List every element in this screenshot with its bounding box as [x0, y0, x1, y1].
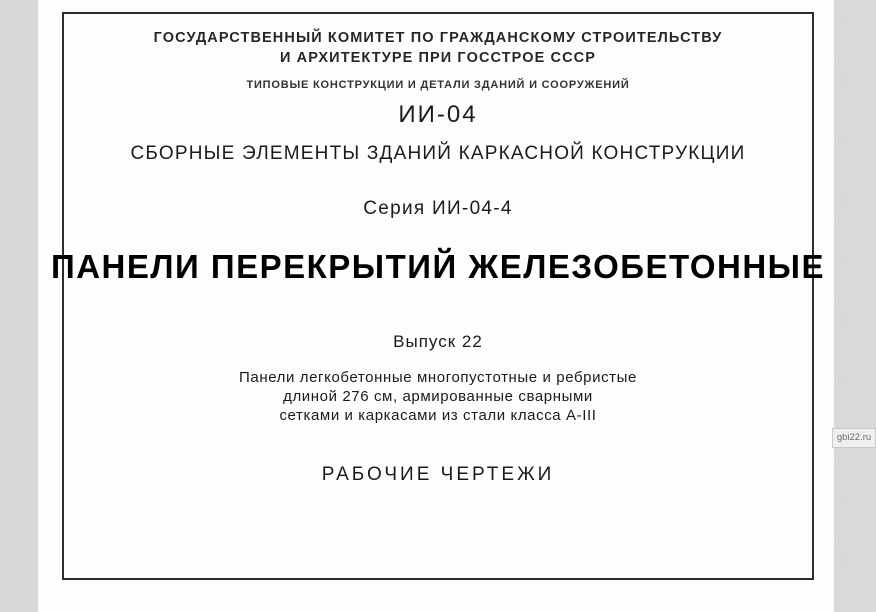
frame-border-top [62, 12, 814, 14]
frame-border-bottom [62, 578, 814, 580]
description-line-2: длиной 276 см, армированные сварными [283, 388, 593, 405]
scanned-sheet [38, 0, 834, 612]
document-code: ИИ-04 [398, 101, 478, 128]
organization-line-2: И АРХИТЕКТУРЕ ПРИ ГОССТРОЕ СССР [279, 50, 597, 66]
issue-label: Выпуск 22 [393, 332, 483, 351]
description-line-1: Панели легкобетонные многопустотные и ребристые [239, 369, 637, 386]
frame-border-right [812, 12, 814, 580]
series-label: Серия ИИ-04-4 [363, 198, 513, 219]
elements-line: СБОРНЫЕ ЭЛЕМЕНТЫ ЗДАНИЙ КАРКАСНОЙ КОНСТРУКЦИИ [130, 143, 746, 164]
drawings-label: РАБОЧИЕ ЧЕРТЕЖИ [321, 464, 555, 485]
description-line-3: сетками и каркасами из стали класса А-III [279, 407, 597, 424]
watermark-badge: gbi22.ru [832, 428, 876, 448]
document-subtitle: ТИПОВЫЕ КОНСТРУКЦИИ И ДЕТАЛИ ЗДАНИЙ И СООРУЖЕНИЙ [246, 79, 630, 91]
organization-line-1: ГОСУДАРСТВЕННЫЙ КОМИТЕТ ПО ГРАЖДАНСКОМУ СТРОИТЕЛЬСТВУ [153, 30, 723, 46]
scan-edge-right [834, 0, 876, 612]
frame-border-left [62, 12, 64, 580]
main-title: ПАНЕЛИ ПЕРЕКРЫТИЙ ЖЕЛЕЗОБЕТОННЫЕ [50, 248, 826, 285]
scan-edge-left [0, 0, 38, 612]
